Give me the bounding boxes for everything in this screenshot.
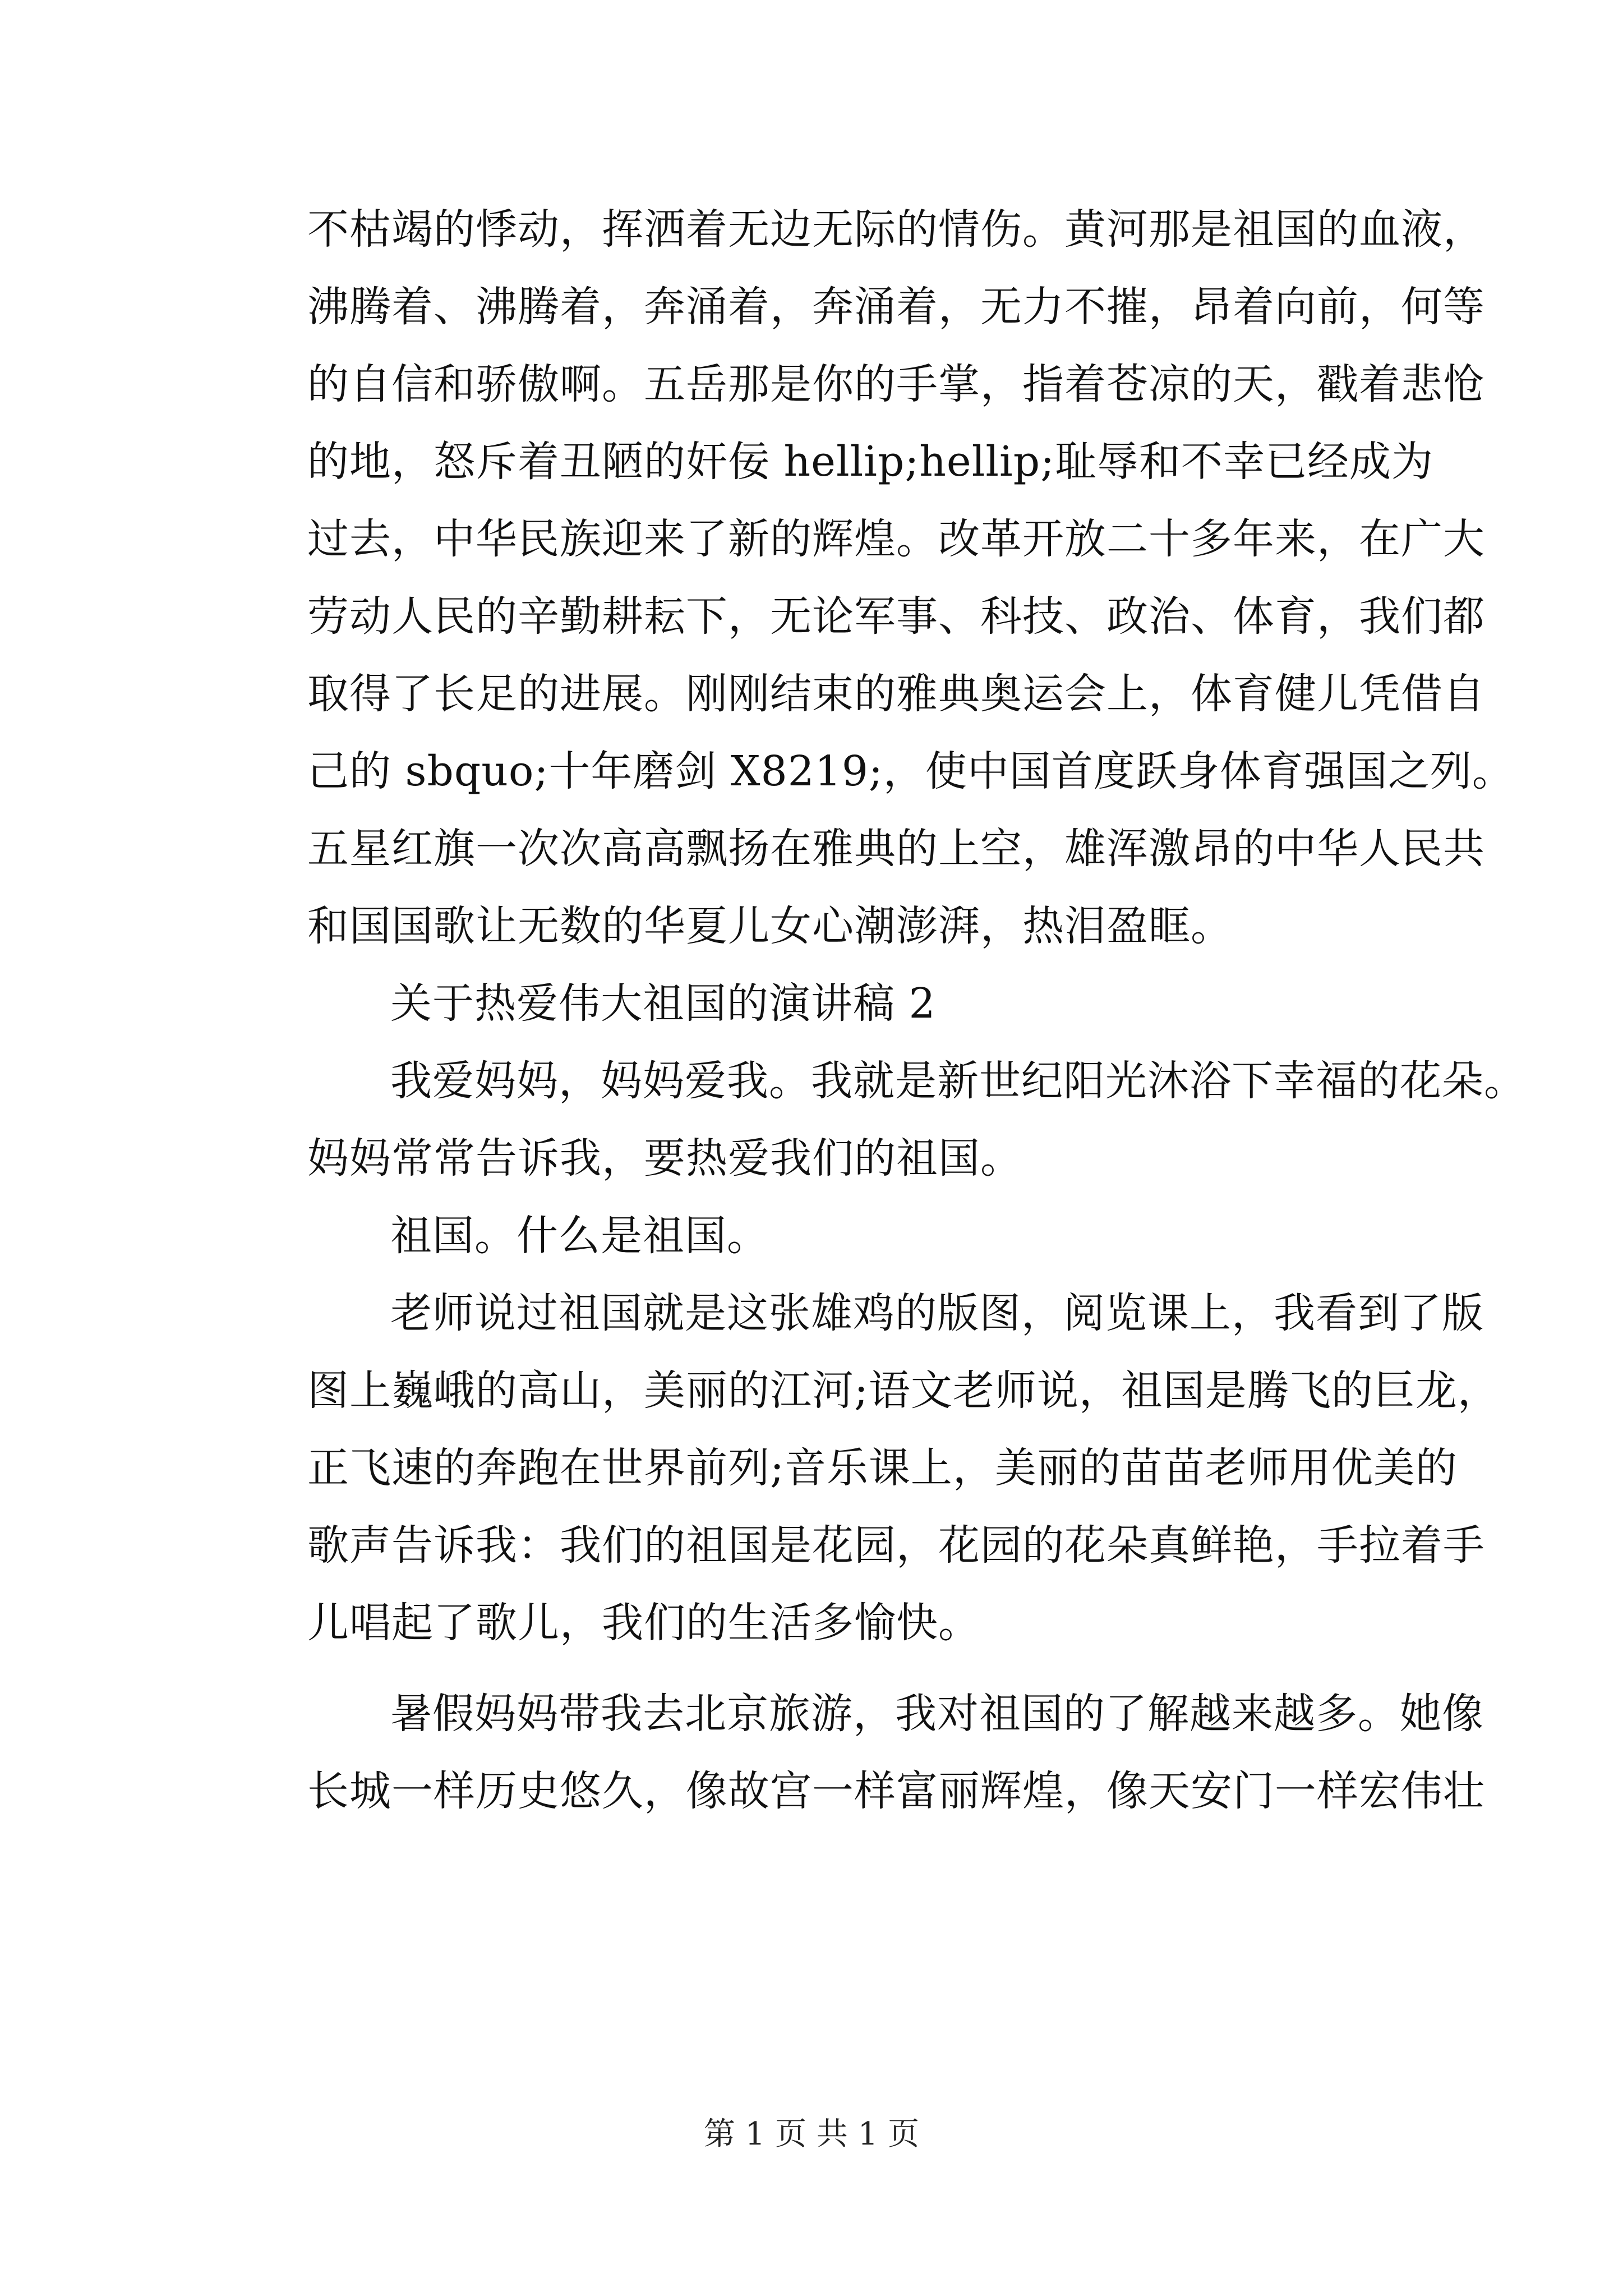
text-line: 的地，怒斥着丑陋的奸佞 hellip;hellip;耻辱和不幸已经成为 (307, 438, 1434, 486)
text-line: 图上巍峨的高山，美丽的江河;语文老师说，祖国是腾飞的巨龙， (307, 1366, 1500, 1415)
text-line: 己的 sbquo;十年磨剑 X8219;，使中国首度跃身体育强国之列。 (307, 747, 1514, 795)
text-line: 儿唱起了歌儿，我们的生活多愉快。 (307, 1599, 980, 1647)
text-line: 正飞速的奔跑在世界前列;音乐课上，美丽的苗苗老师用优美的 (307, 1444, 1458, 1492)
text-line: 我爱妈妈，妈妈爱我。我就是新世纪阳光沐浴下幸福的花朵。 (390, 1057, 1526, 1105)
text-line: 祖国。什么是祖国。 (390, 1212, 769, 1260)
text-line: 五星红旗一次次高高飘扬在雅典的上空，雄浑激昂的中华人民共 (307, 825, 1485, 873)
text-line: 妈妈常常告诉我，要热爱我们的祖国。 (307, 1134, 1022, 1182)
text-line: 沸腾着、沸腾着，奔涌着，奔涌着，无力不摧，昂着向前，何等 (307, 283, 1485, 331)
page-number-footer: 第 1 页 共 1 页 (703, 2116, 920, 2152)
text-line: 不枯竭的悸动，挥洒着无边无际的情伤。黄河那是祖国的血液， (307, 205, 1485, 254)
text-line: 暑假妈妈带我去北京旅游，我对祖国的了解越来越多。她像 (390, 1690, 1484, 1738)
text-line: 的自信和骄傲啊。五岳那是你的手掌，指着苍凉的天，戳着悲怆 (307, 360, 1485, 408)
text-line: 劳动人民的辛勤耕耘下，无论军事、科技、政治、体育，我们都 (307, 592, 1485, 641)
text-line: 老师说过祖国就是这张雄鸡的版图，阅览课上，我看到了版 (390, 1289, 1484, 1337)
text-line: 长城一样历史悠久，像故宫一样富丽辉煌，像天安门一样宏伟壮 (307, 1767, 1485, 1815)
text-line: 过去，中华民族迎来了新的辉煌。改革开放二十多年来，在广大 (307, 515, 1485, 563)
text-line: 和国国歌让无数的华夏儿女心潮澎湃，热泪盈眶。 (307, 902, 1233, 950)
document-body (307, 191, 1526, 1830)
text-line: 歌声告诉我：我们的祖国是花园，花园的花朵真鲜艳，手拉着手 (307, 1521, 1485, 1570)
section-heading: 关于热爱伟大祖国的演讲稿 2 (390, 979, 936, 1028)
text-line: 取得了长足的进展。刚刚结束的雅典奥运会上，体育健儿凭借自 (307, 670, 1485, 718)
